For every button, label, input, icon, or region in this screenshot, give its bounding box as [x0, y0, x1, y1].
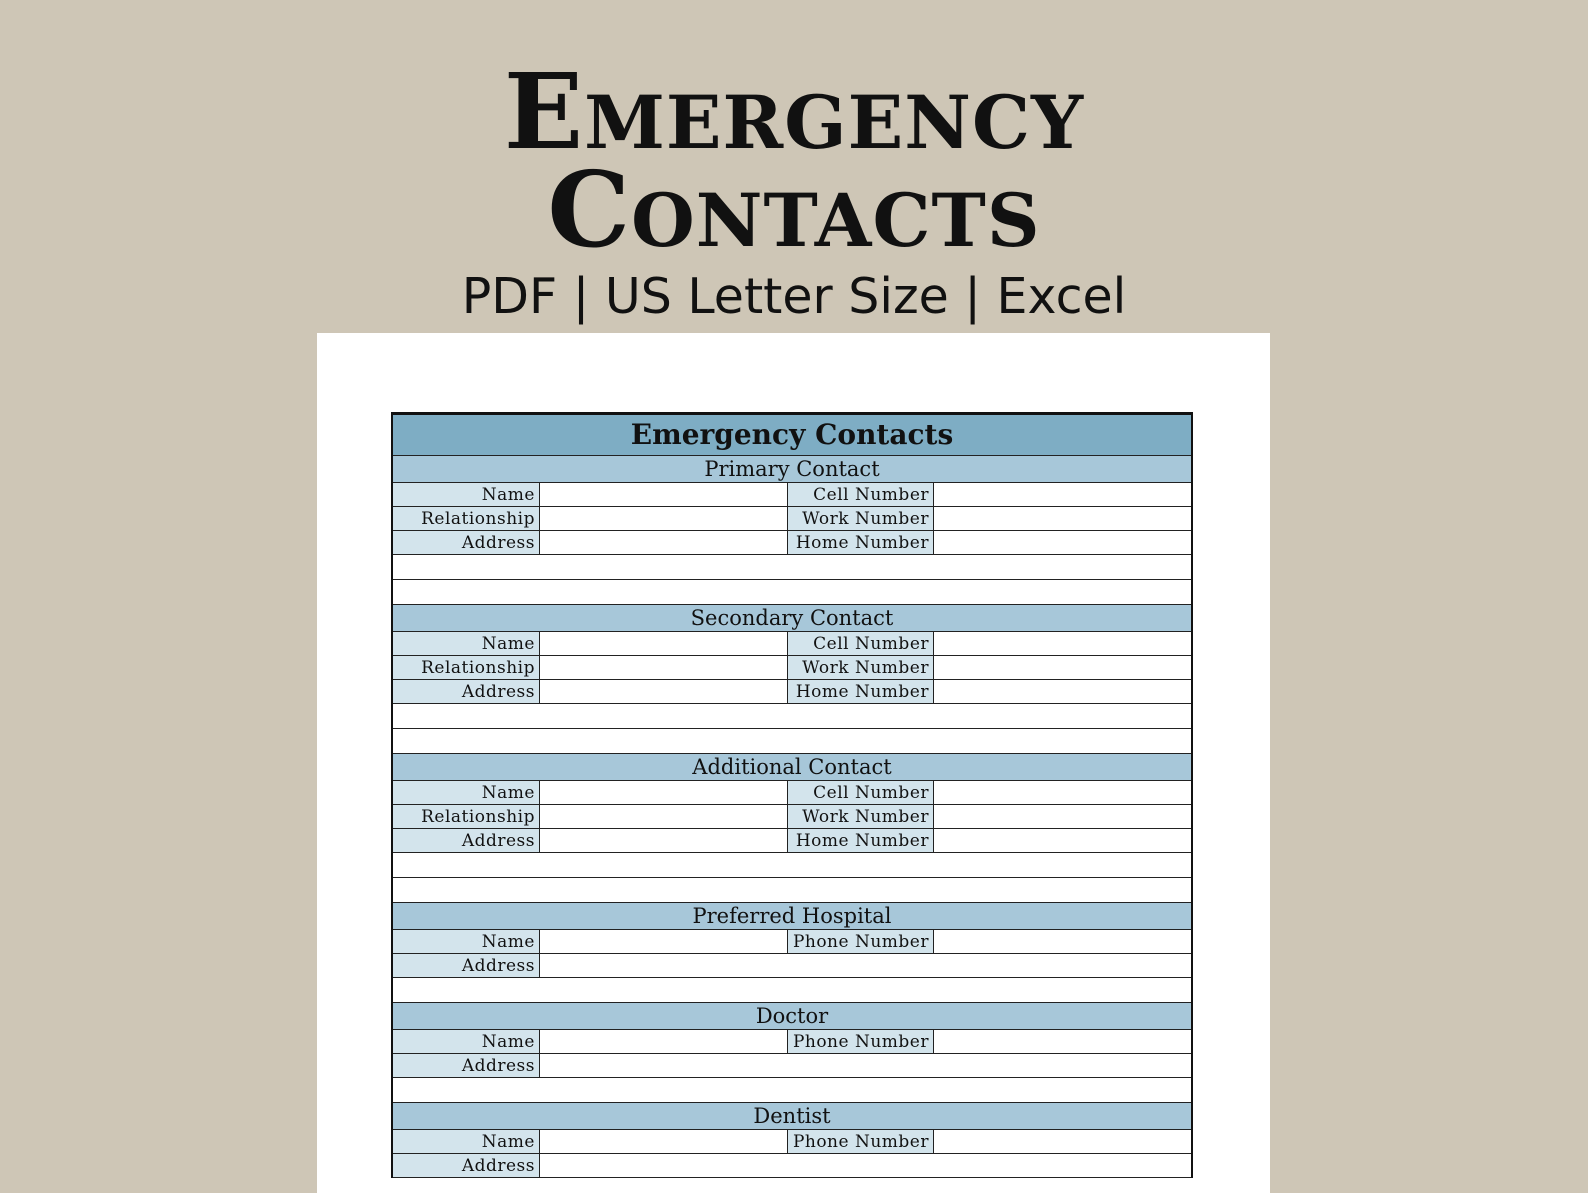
label-address: Address: [393, 954, 540, 977]
label-name: Name: [393, 1030, 540, 1053]
hospital-row-2: [393, 954, 1191, 978]
hospital-name-field[interactable]: [540, 930, 787, 953]
primary-row-1: [393, 483, 1191, 507]
dentist-row-1: [393, 1130, 1191, 1154]
section-secondary-contact: Secondary Contact: [393, 605, 1191, 632]
label-name: Name: [393, 781, 540, 804]
label-name: Name: [393, 1130, 540, 1153]
primary-row-3: [393, 531, 1191, 555]
dentist-row-2: [393, 1154, 1191, 1178]
hospital-address-field[interactable]: [540, 954, 1191, 977]
label-name: Name: [393, 632, 540, 655]
label-address: Address: [393, 1054, 540, 1077]
spacer-row: [393, 978, 1191, 1003]
label-cell-number: Cell Number: [787, 781, 934, 804]
format-subtitle: PDF | US Letter Size | Excel: [461, 268, 1127, 325]
additional-relationship-field[interactable]: [540, 805, 787, 828]
label-address: Address: [393, 829, 540, 852]
section-dentist: Dentist: [393, 1103, 1191, 1130]
doctor-phone-field[interactable]: [934, 1030, 1191, 1053]
spacer-row: [393, 580, 1191, 605]
paper-preview: [317, 333, 1270, 1193]
label-name: Name: [393, 483, 540, 506]
dentist-name-field[interactable]: [540, 1130, 787, 1153]
sheet-title: Emergency Contacts: [393, 415, 1191, 456]
section-preferred-hospital: Preferred Hospital: [393, 903, 1191, 930]
secondary-name-field[interactable]: [540, 632, 787, 655]
label-home-number: Home Number: [787, 531, 934, 554]
primary-name-field[interactable]: [540, 483, 787, 506]
section-primary-contact: Primary Contact: [393, 456, 1191, 483]
primary-address-line[interactable]: [393, 555, 1191, 580]
additional-row-3: [393, 829, 1191, 853]
hospital-phone-field[interactable]: [934, 930, 1191, 953]
secondary-relationship-field[interactable]: [540, 656, 787, 679]
additional-cell-field[interactable]: [934, 781, 1191, 804]
additional-row-2: [393, 805, 1191, 829]
secondary-cell-field[interactable]: [934, 632, 1191, 655]
label-work-number: Work Number: [787, 805, 934, 828]
secondary-address-line[interactable]: [393, 704, 1191, 729]
doctor-row-2: [393, 1054, 1191, 1078]
secondary-address-field[interactable]: [540, 680, 787, 703]
dentist-phone-field[interactable]: [934, 1130, 1191, 1153]
spacer-row: [393, 1078, 1191, 1103]
label-address: Address: [393, 680, 540, 703]
additional-work-field[interactable]: [934, 805, 1191, 828]
secondary-row-1: [393, 632, 1191, 656]
additional-address-line[interactable]: [393, 853, 1191, 878]
additional-home-field[interactable]: [934, 829, 1191, 852]
label-relationship: Relationship: [393, 507, 540, 530]
label-work-number: Work Number: [787, 656, 934, 679]
additional-row-1: [393, 781, 1191, 805]
primary-address-field[interactable]: [540, 531, 787, 554]
dentist-address-field[interactable]: [540, 1154, 1191, 1177]
doctor-address-field[interactable]: [540, 1054, 1191, 1077]
secondary-home-field[interactable]: [934, 680, 1191, 703]
label-home-number: Home Number: [787, 829, 934, 852]
primary-row-2: [393, 507, 1191, 531]
hero-title-line2: Contacts: [547, 148, 1041, 271]
secondary-row-3: [393, 680, 1191, 704]
spacer-row: [393, 878, 1191, 903]
emergency-contacts-sheet: [391, 412, 1193, 1178]
label-phone-number: Phone Number: [787, 1030, 934, 1053]
hospital-row-1: [393, 930, 1191, 954]
section-additional-contact: Additional Contact: [393, 754, 1191, 781]
primary-cell-field[interactable]: [934, 483, 1191, 506]
primary-home-field[interactable]: [934, 531, 1191, 554]
label-home-number: Home Number: [787, 680, 934, 703]
primary-relationship-field[interactable]: [540, 507, 787, 530]
additional-name-field[interactable]: [540, 781, 787, 804]
label-name: Name: [393, 930, 540, 953]
label-relationship: Relationship: [393, 656, 540, 679]
label-cell-number: Cell Number: [787, 483, 934, 506]
primary-work-field[interactable]: [934, 507, 1191, 530]
label-phone-number: Phone Number: [787, 1130, 934, 1153]
secondary-work-field[interactable]: [934, 656, 1191, 679]
label-address: Address: [393, 531, 540, 554]
spacer-row: [393, 729, 1191, 754]
doctor-name-field[interactable]: [540, 1030, 787, 1053]
label-address: Address: [393, 1154, 540, 1177]
hero-title-line1: Emergency: [503, 50, 1085, 173]
label-phone-number: Phone Number: [787, 930, 934, 953]
label-relationship: Relationship: [393, 805, 540, 828]
secondary-row-2: [393, 656, 1191, 680]
section-doctor: Doctor: [393, 1003, 1191, 1030]
doctor-row-1: [393, 1030, 1191, 1054]
additional-address-field[interactable]: [540, 829, 787, 852]
label-work-number: Work Number: [787, 507, 934, 530]
label-cell-number: Cell Number: [787, 632, 934, 655]
